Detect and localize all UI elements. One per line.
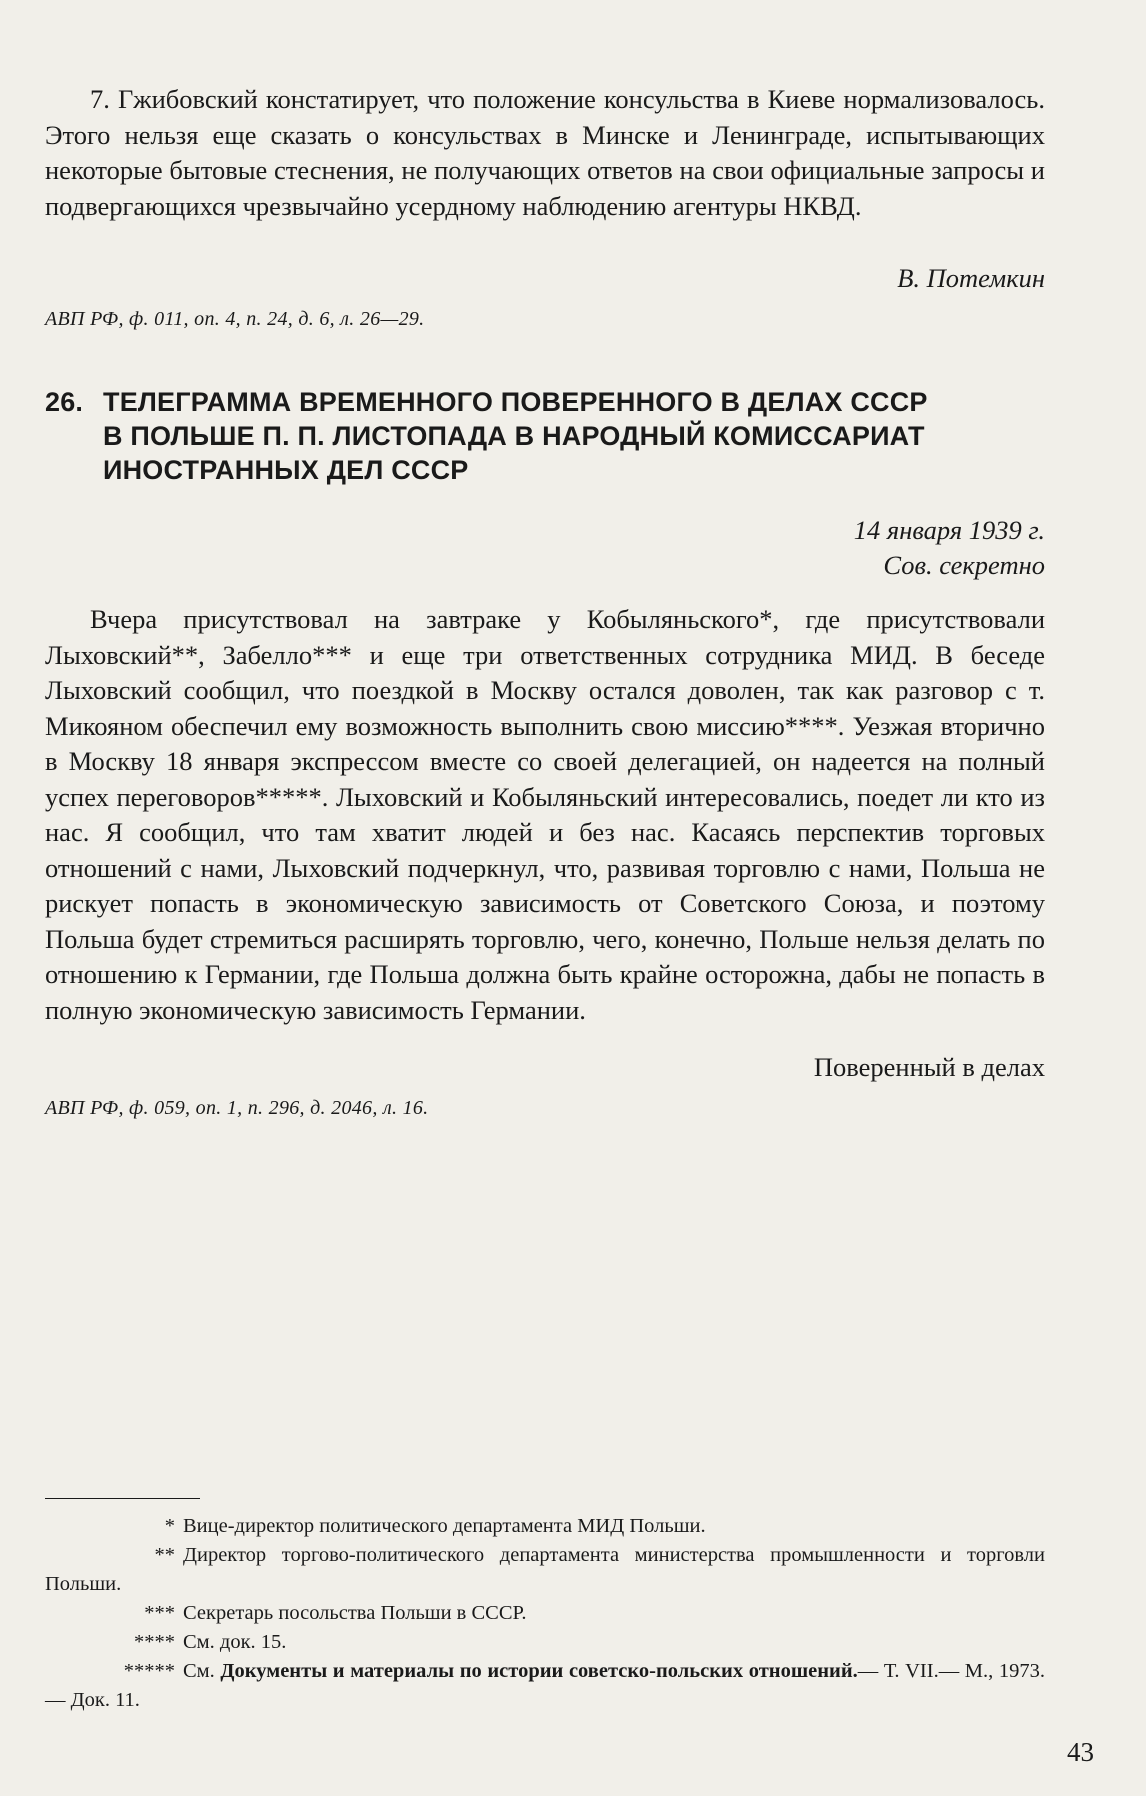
footnote-text-tail: — Т. VII.— М., 1973.— Док. 11. bbox=[45, 1660, 1046, 1711]
footnote-text: См. док. 15. bbox=[183, 1631, 287, 1653]
signature-charge: Поверенный в делах bbox=[813, 1052, 1045, 1082]
footnotes bbox=[45, 1512, 1045, 1715]
heading-line-2: В ПОЛЬШЕ П. П. ЛИСТОПАДА В НАРОДНЫЙ КОМИССАРИАТ bbox=[103, 421, 925, 451]
footnote-mark: ** bbox=[154, 1544, 175, 1566]
footnote-2 bbox=[45, 1541, 1045, 1599]
heading-line-1: ТЕЛЕГРАММА ВРЕМЕННОГО ПОВЕРЕННОГО В ДЕЛАХ СССР bbox=[103, 387, 928, 417]
page-number: 43 bbox=[1067, 1737, 1094, 1767]
footnote-text-bold: Документы и материалы по истории советско-польских отношений. bbox=[220, 1660, 858, 1682]
footnote-text-plain: См. bbox=[183, 1660, 221, 1682]
footnote-1 bbox=[45, 1512, 1045, 1541]
signature-potemkin: В. Потемкин bbox=[897, 263, 1045, 293]
footnote-text: Секретарь посольства Польши в СССР. bbox=[183, 1602, 527, 1624]
paragraph-7: 7. Гжибовский констатирует, что положение консульства в Киеве нормализовалось. Этого нельзя еще сказать о консульствах в Минске и Ленинграде, испытывающих некоторые бытовые стеснения, не получающих ответов на свои официальные запросы и подвергающихся чрезвычайно усердному наблюдению агентуры НКВД. bbox=[45, 84, 1045, 221]
footnote-rule bbox=[45, 1498, 200, 1499]
document-number: 26. bbox=[45, 387, 84, 417]
classification: Сов. секретно bbox=[883, 550, 1045, 580]
footnote-mark: **** bbox=[134, 1631, 175, 1653]
footnote-3 bbox=[45, 1599, 1045, 1628]
footnote-text: Вице-директор политического департамента МИД Польши. bbox=[183, 1515, 706, 1537]
archive-source-1: АВП РФ, ф. 011, оп. 4, п. 24, д. 6, л. 26—29. bbox=[45, 308, 425, 330]
footnote-mark: *** bbox=[144, 1602, 175, 1624]
document-page bbox=[45, 0, 1045, 1796]
telegram-body: Вчера присутствовал на завтраке у Кобыляньского*, где присутствовали Лыховский**, Забелло*** и еще три ответственных сотрудника МИД. В беседе Лыховский сообщил, что поездкой в Москву остался доволен, так как разговор с т. Микояном обеспечил ему возможность выполнить свою миссию****. Уезжая вторично в Москву 18 января экспрессом вместе со своей делегацией, он надеется на полный успех переговоров*****. Лыховский и Кобыляньский интересовались, поедет ли кто из нас. Я сообщил, что там хватит людей и без нас. Касаясь перспектив торговых отношений с нами, Лыховский подчеркнул, что, развивая торговлю с нами, Польша не рискует попасть в экономическую зависимость от Советского Союза, и поэтому Польша будет стремиться расширять торговлю, чего, конечно, Польше нельзя делать по отношению к Германии, где Польша должна быть крайне осторожна, дабы не попасть в полную экономическую зависимость Германии. bbox=[45, 604, 1045, 1025]
archive-source-2: АВП РФ, ф. 059, оп. 1, п. 296, д. 2046, л. 16. bbox=[45, 1097, 429, 1119]
footnote-4 bbox=[45, 1628, 1045, 1657]
footnote-5 bbox=[45, 1657, 1045, 1715]
heading-line-3: ИНОСТРАННЫХ ДЕЛ СССР bbox=[103, 455, 469, 485]
footnote-text: Директор торгово-политического департамента министерства промышленности и торговли Польши. bbox=[45, 1544, 1045, 1595]
document-26-heading bbox=[45, 385, 1045, 487]
footnote-mark: * bbox=[164, 1515, 175, 1537]
document-date: 14 января 1939 г. bbox=[853, 515, 1045, 545]
footnote-mark: ***** bbox=[123, 1660, 175, 1682]
